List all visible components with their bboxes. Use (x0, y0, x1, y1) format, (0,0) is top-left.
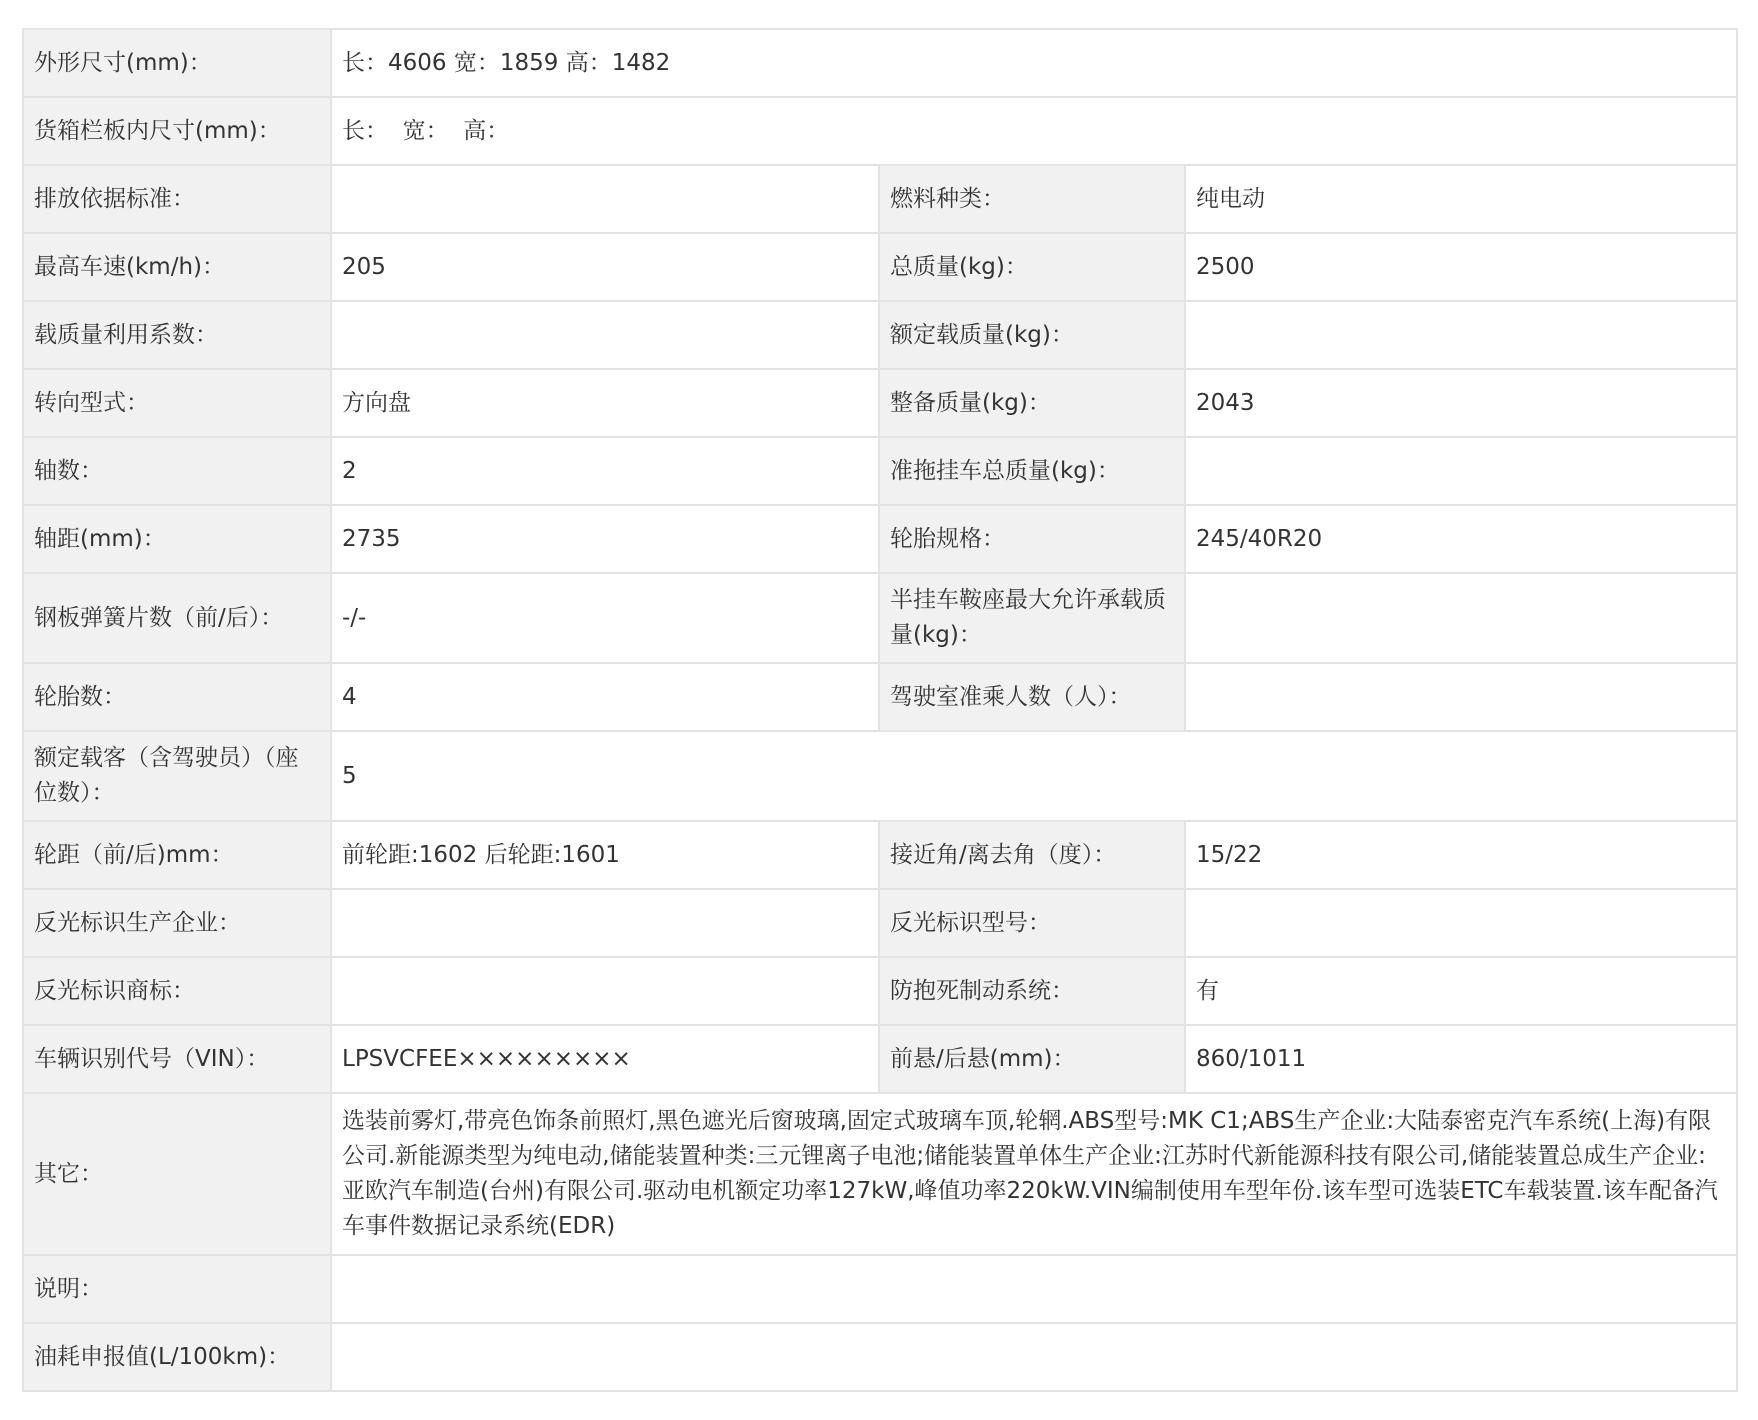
tire-spec-value: 245/40R20 (1185, 505, 1737, 573)
notes-value (331, 1255, 1737, 1323)
cab-passengers-value (1185, 663, 1737, 731)
overhang-label: 前悬/后悬(mm)： (879, 1025, 1185, 1093)
fuel-type-label: 燃料种类： (879, 165, 1185, 233)
steering-label: 转向型式： (23, 369, 331, 437)
track-label: 轮距（前/后)mm： (23, 821, 331, 889)
load-coefficient-value (331, 301, 879, 369)
rated-passengers-value: 5 (331, 731, 1737, 821)
angles-value: 15/22 (1185, 821, 1737, 889)
reflector-brand-label: 反光标识商标： (23, 957, 331, 1025)
table-row (23, 957, 1737, 1025)
gross-mass-label: 总质量(kg)： (879, 233, 1185, 301)
abs-value: 有 (1185, 957, 1737, 1025)
load-coefficient-label: 载质量利用系数： (23, 301, 331, 369)
table-row (23, 29, 1737, 97)
table-row (23, 1093, 1737, 1255)
curb-mass-value: 2043 (1185, 369, 1737, 437)
vin-value: LPSVCFEE××××××××× (331, 1025, 879, 1093)
table-row (23, 889, 1737, 957)
wheelbase-value: 2735 (331, 505, 879, 573)
gross-mass-value: 2500 (1185, 233, 1737, 301)
reflector-maker-value (331, 889, 879, 957)
other-label: 其它： (23, 1093, 331, 1255)
vehicle-spec-table (22, 28, 1738, 1392)
other-value: 选装前雾灯,带亮色饰条前照灯,黑色遮光后窗玻璃,固定式玻璃车顶,轮辋.ABS型号:MK C1;ABS生产企业:大陆泰密克汽车系统(上海)有限公司.新能源类型为纯电动,储能装置种类:三元锂离子电池;储能装置单体生产企业:江苏时代新能源科技有限公司,储能装置总成生产企业:亚欧汽车制造(台州)有限公司.驱动电机额定功率127kW,峰值功率220kW.VIN编制使用车型年份.该车型可选装ETC车载装置.该车配备汽车事件数据记录系统(EDR) (331, 1093, 1737, 1255)
rated-load-value (1185, 301, 1737, 369)
table-row (23, 573, 1737, 663)
tire-count-label: 轮胎数： (23, 663, 331, 731)
table-row (23, 165, 1737, 233)
wheelbase-label: 轴距(mm)： (23, 505, 331, 573)
table-row (23, 233, 1737, 301)
reflector-model-value (1185, 889, 1737, 957)
table-row (23, 97, 1737, 165)
reflector-brand-value (331, 957, 879, 1025)
fuel-consumption-label: 油耗申报值(L/100km)： (23, 1323, 331, 1391)
rated-load-label: 额定载质量(kg)： (879, 301, 1185, 369)
dimensions-value: 长：4606 宽：1859 高：1482 (331, 29, 1737, 97)
abs-label: 防抱死制动系统： (879, 957, 1185, 1025)
emission-standard-label: 排放依据标准： (23, 165, 331, 233)
notes-label: 说明： (23, 1255, 331, 1323)
table-row (23, 731, 1737, 821)
trailer-mass-label: 准拖挂车总质量(kg)： (879, 437, 1185, 505)
tire-count-value: 4 (331, 663, 879, 731)
cargo-box-label: 货箱栏板内尺寸(mm)： (23, 97, 331, 165)
axles-label: 轴数： (23, 437, 331, 505)
rated-passengers-label: 额定载客（含驾驶员）（座位数）： (23, 731, 331, 821)
table-row (23, 301, 1737, 369)
leaf-springs-label: 钢板弹簧片数（前/后）： (23, 573, 331, 663)
emission-standard-value (331, 165, 879, 233)
dimensions-label: 外形尺寸(mm)： (23, 29, 331, 97)
tire-spec-label: 轮胎规格： (879, 505, 1185, 573)
reflector-model-label: 反光标识型号： (879, 889, 1185, 957)
axles-value: 2 (331, 437, 879, 505)
max-speed-value: 205 (331, 233, 879, 301)
overhang-value: 860/1011 (1185, 1025, 1737, 1093)
steering-value: 方向盘 (331, 369, 879, 437)
fuel-consumption-value (331, 1323, 1737, 1391)
curb-mass-label: 整备质量(kg)： (879, 369, 1185, 437)
fuel-type-value: 纯电动 (1185, 165, 1737, 233)
table-row (23, 369, 1737, 437)
table-row (23, 663, 1737, 731)
saddle-load-value (1185, 573, 1737, 663)
table-row (23, 1323, 1737, 1391)
max-speed-label: 最高车速(km/h)： (23, 233, 331, 301)
vin-label: 车辆识别代号（VIN）： (23, 1025, 331, 1093)
table-row (23, 821, 1737, 889)
track-value: 前轮距:1602 后轮距:1601 (331, 821, 879, 889)
saddle-load-label: 半挂车鞍座最大允许承载质量(kg)： (879, 573, 1185, 663)
table-row (23, 1025, 1737, 1093)
cab-passengers-label: 驾驶室准乘人数（人）： (879, 663, 1185, 731)
table-row (23, 437, 1737, 505)
angles-label: 接近角/离去角（度）： (879, 821, 1185, 889)
table-row (23, 1255, 1737, 1323)
trailer-mass-value (1185, 437, 1737, 505)
table-row (23, 505, 1737, 573)
leaf-springs-value: -/- (331, 573, 879, 663)
cargo-box-value: 长： 宽： 高： (331, 97, 1737, 165)
reflector-maker-label: 反光标识生产企业： (23, 889, 331, 957)
